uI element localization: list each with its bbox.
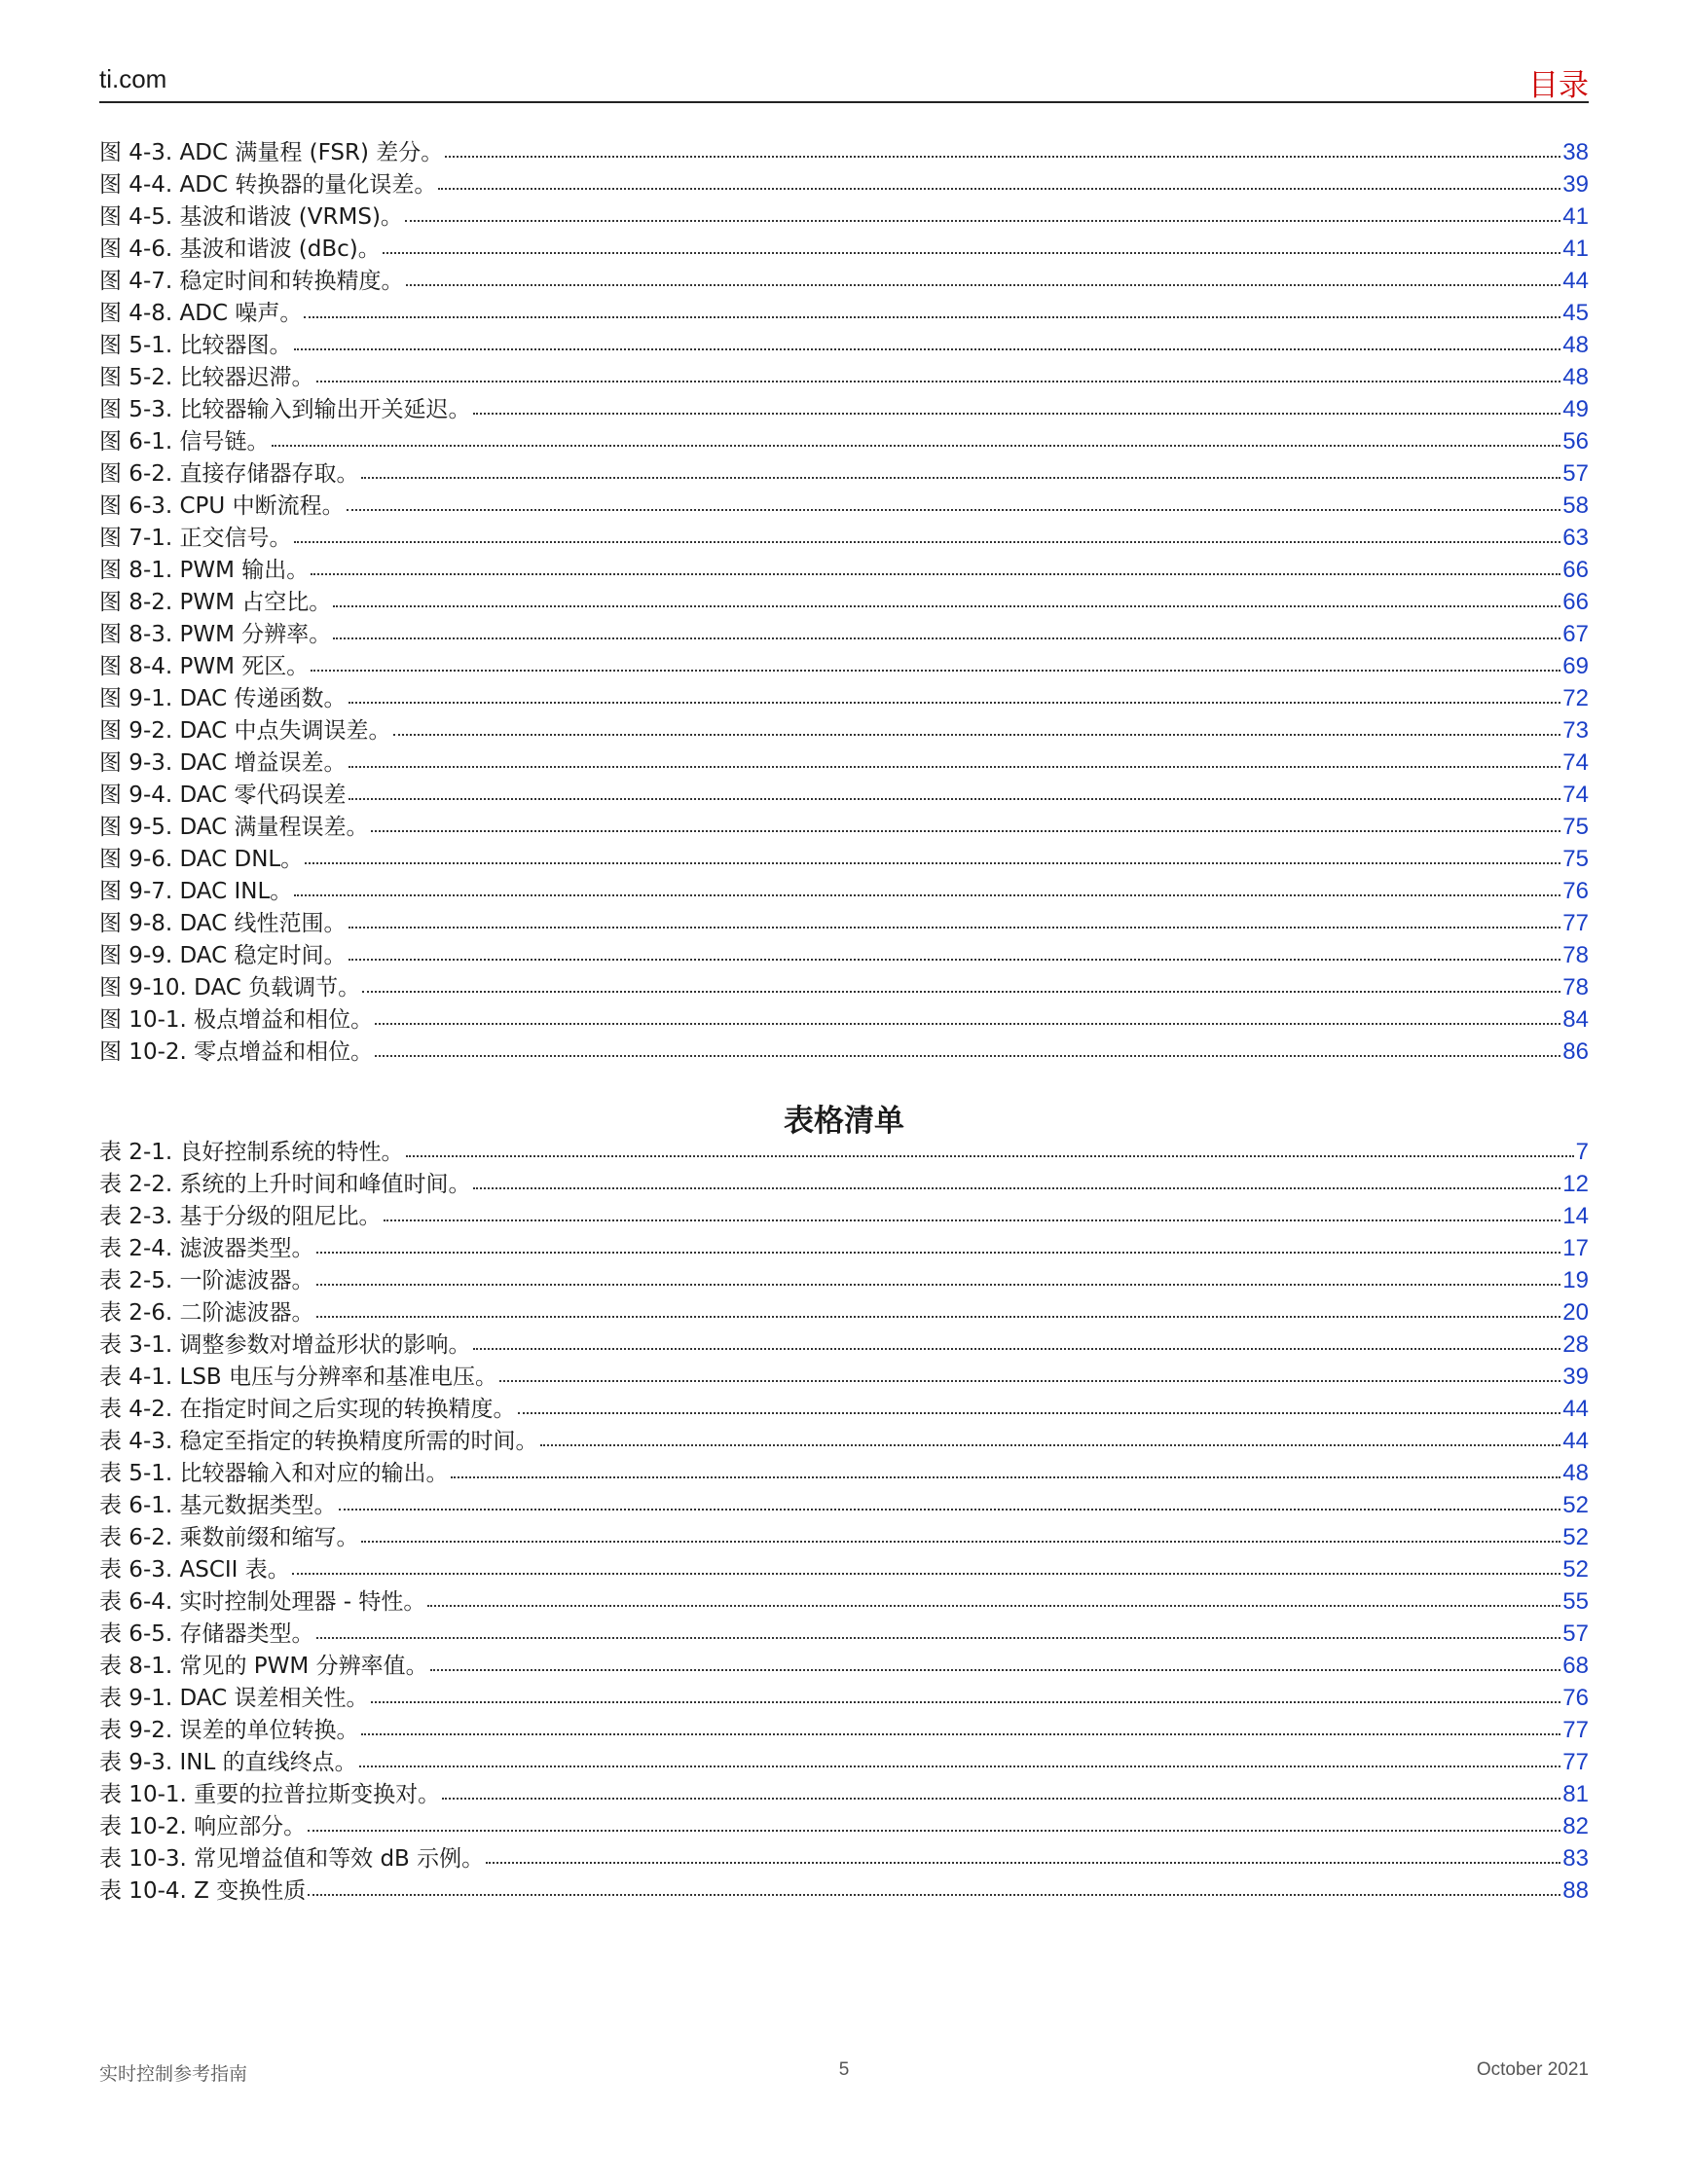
table-entry-page-link[interactable]: 76 xyxy=(1562,1685,1589,1711)
dot-leader xyxy=(349,765,1561,768)
dot-leader xyxy=(333,604,1560,607)
table-entry[interactable] xyxy=(99,1682,1589,1714)
figure-entry[interactable] xyxy=(99,457,1589,490)
table-entry-label[interactable]: 表 6-3. ASCII 表。 xyxy=(99,1557,290,1583)
figure-entry-page-link[interactable]: 84 xyxy=(1562,1006,1589,1033)
table-entry-label[interactable]: 表 8-1. 常见的 PWM 分辨率值。 xyxy=(99,1654,428,1679)
dot-leader xyxy=(473,1347,1561,1350)
figure-entry-label[interactable]: 图 6-3. CPU 中断流程。 xyxy=(99,493,345,519)
dot-leader xyxy=(349,926,1561,928)
figure-entry-page-link[interactable]: 39 xyxy=(1562,171,1589,198)
table-entry-label[interactable]: 表 6-1. 基元数据类型。 xyxy=(99,1493,337,1518)
dot-leader xyxy=(361,1732,1561,1735)
table-entry-label[interactable]: 表 9-3. INL 的直线终点。 xyxy=(99,1750,357,1775)
figure-entry[interactable] xyxy=(99,265,1589,297)
figure-entry-label[interactable]: 图 9-8. DAC 线性范围。 xyxy=(99,911,347,936)
figure-entry-label[interactable]: 图 4-3. ADC 满量程 (FSR) 差分。 xyxy=(99,140,444,165)
table-entry-page-link[interactable]: 20 xyxy=(1562,1299,1589,1326)
table-entry-label[interactable]: 表 2-6. 二阶滤波器。 xyxy=(99,1300,314,1326)
dot-leader xyxy=(384,1219,1561,1221)
figure-entry-label[interactable]: 图 5-1. 比较器图。 xyxy=(99,333,292,358)
dot-leader xyxy=(438,187,1560,190)
table-entry-label[interactable]: 表 6-5. 存储器类型。 xyxy=(99,1621,314,1647)
dot-leader xyxy=(486,1861,1560,1864)
table-entry-page-link[interactable]: 77 xyxy=(1562,1749,1589,1775)
table-entry-label[interactable]: 表 9-2. 误差的单位转换。 xyxy=(99,1718,359,1743)
figure-entry-page-link[interactable]: 66 xyxy=(1562,589,1589,615)
figure-entry-page-link[interactable]: 77 xyxy=(1562,910,1589,936)
dot-leader xyxy=(311,572,1560,575)
figure-entry[interactable] xyxy=(99,907,1589,939)
table-entry-label[interactable]: 表 10-1. 重要的拉普拉斯变换对。 xyxy=(99,1782,441,1807)
figure-entry-label[interactable]: 图 6-2. 直接存储器存取。 xyxy=(99,461,359,487)
table-entry-page-link[interactable]: 44 xyxy=(1562,1396,1589,1422)
dot-leader xyxy=(518,1411,1561,1414)
figure-entry-label[interactable]: 图 9-9. DAC 稳定时间。 xyxy=(99,943,347,968)
figures-list xyxy=(99,136,1589,1068)
figure-entry-page-link[interactable]: 74 xyxy=(1562,782,1589,808)
table-entry[interactable] xyxy=(99,1650,1589,1682)
figure-entry-page-link[interactable]: 63 xyxy=(1562,525,1589,551)
figure-entry-page-link[interactable]: 41 xyxy=(1562,236,1589,262)
table-entry-label[interactable]: 表 2-2. 系统的上升时间和峰值时间。 xyxy=(99,1172,471,1197)
dot-leader xyxy=(442,1797,1560,1800)
dot-leader xyxy=(406,1154,1574,1157)
figure-entry-label[interactable]: 图 9-10. DAC 负载调节。 xyxy=(99,975,361,1001)
figure-entry[interactable] xyxy=(99,297,1589,329)
table-entry[interactable] xyxy=(99,1489,1589,1521)
dot-leader xyxy=(362,990,1560,993)
figure-entry-label[interactable]: 图 5-3. 比较器输入到输出开关延迟。 xyxy=(99,397,471,422)
table-entry-page-link[interactable]: 52 xyxy=(1562,1492,1589,1518)
dot-leader xyxy=(349,701,1561,704)
figure-entry[interactable] xyxy=(99,939,1589,971)
tables-list xyxy=(99,1136,1589,1907)
dot-leader xyxy=(375,1022,1560,1025)
table-entry-label[interactable]: 表 9-1. DAC 误差相关性。 xyxy=(99,1686,369,1711)
dot-leader xyxy=(308,1829,1560,1832)
table-entry[interactable] xyxy=(99,1810,1589,1842)
figure-entry[interactable] xyxy=(99,522,1589,554)
dot-leader xyxy=(405,219,1560,222)
figure-entry-page-link[interactable]: 73 xyxy=(1562,717,1589,744)
dot-leader xyxy=(305,861,1560,864)
dot-leader xyxy=(371,1700,1561,1703)
figure-entry-label[interactable]: 图 6-1. 信号链。 xyxy=(99,429,270,455)
figure-entry-label[interactable]: 图 4-6. 基波和谐波 (dBc)。 xyxy=(99,237,381,262)
figure-entry-label[interactable]: 图 8-2. PWM 占空比。 xyxy=(99,590,332,615)
table-entry-label[interactable]: 表 4-3. 稳定至指定的转换精度所需的时间。 xyxy=(99,1429,538,1454)
dot-leader xyxy=(294,540,1561,543)
table-entry-page-link[interactable]: 48 xyxy=(1562,1460,1589,1486)
figure-entry-label[interactable]: 图 10-2. 零点增益和相位。 xyxy=(99,1039,374,1065)
figure-entry[interactable] xyxy=(99,618,1589,650)
figure-entry-page-link[interactable]: 48 xyxy=(1562,332,1589,358)
dot-leader xyxy=(339,1508,1561,1511)
table-entry-label[interactable]: 表 2-5. 一阶滤波器。 xyxy=(99,1268,314,1293)
table-entry[interactable] xyxy=(99,1200,1589,1232)
table-entry-page-link[interactable]: 52 xyxy=(1562,1556,1589,1583)
figure-entry-label[interactable]: 图 9-7. DAC INL。 xyxy=(99,879,293,904)
table-entry-page-link[interactable]: 14 xyxy=(1562,1203,1589,1229)
dot-leader xyxy=(499,1379,1560,1382)
figure-entry-page-link[interactable]: 74 xyxy=(1562,749,1589,776)
figure-entry[interactable] xyxy=(99,843,1589,875)
figure-entry-label[interactable]: 图 8-3. PWM 分辨率。 xyxy=(99,622,332,647)
table-entry[interactable] xyxy=(99,1875,1589,1907)
table-entry[interactable] xyxy=(99,1232,1589,1264)
figure-entry-page-link[interactable]: 38 xyxy=(1562,139,1589,165)
table-entry-page-link[interactable]: 57 xyxy=(1562,1620,1589,1647)
figure-entry[interactable] xyxy=(99,779,1589,811)
table-entry-page-link[interactable]: 7 xyxy=(1575,1139,1589,1165)
footer-page-number: 5 xyxy=(838,2059,850,2080)
table-entry[interactable] xyxy=(99,1553,1589,1585)
figure-entry-page-link[interactable]: 75 xyxy=(1562,814,1589,840)
figure-entry[interactable] xyxy=(99,682,1589,714)
table-entry[interactable] xyxy=(99,1714,1589,1746)
dot-leader xyxy=(361,476,1561,479)
figure-entry[interactable] xyxy=(99,586,1589,618)
dot-leader xyxy=(349,958,1561,961)
figure-entry-page-link[interactable]: 56 xyxy=(1562,428,1589,455)
figure-entry-page-link[interactable]: 57 xyxy=(1562,460,1589,487)
figure-entry[interactable] xyxy=(99,393,1589,425)
table-entry-label[interactable]: 表 3-1. 调整参数对增益形状的影响。 xyxy=(99,1332,471,1358)
figure-entry-label[interactable]: 图 9-1. DAC 传递函数。 xyxy=(99,686,347,711)
figure-entry[interactable] xyxy=(99,168,1589,200)
dot-leader xyxy=(316,1636,1561,1639)
figure-entry-label[interactable]: 图 9-5. DAC 满量程误差。 xyxy=(99,815,369,840)
table-entry[interactable] xyxy=(99,1746,1589,1778)
dot-leader xyxy=(540,1443,1561,1446)
table-entry-page-link[interactable]: 12 xyxy=(1562,1171,1589,1197)
table-entry-label[interactable]: 表 4-1. LSB 电压与分辨率和基准电压。 xyxy=(99,1365,498,1390)
figure-entry-page-link[interactable]: 66 xyxy=(1562,557,1589,583)
toc-link[interactable]: 目录 xyxy=(1528,68,1589,103)
dot-leader xyxy=(311,669,1560,672)
figure-entry[interactable] xyxy=(99,1036,1589,1068)
table-entry-page-link[interactable]: 55 xyxy=(1562,1588,1589,1615)
figure-entry-page-link[interactable]: 41 xyxy=(1562,203,1589,230)
table-entry-label[interactable]: 表 2-4. 滤波器类型。 xyxy=(99,1236,314,1261)
figure-entry[interactable] xyxy=(99,1003,1589,1036)
figure-entry-page-link[interactable]: 58 xyxy=(1562,492,1589,519)
table-entry-label[interactable]: 表 10-3. 常见增益值和等效 dB 示例。 xyxy=(99,1846,485,1872)
footer-date: October 2021 xyxy=(1476,2059,1589,2080)
dot-leader xyxy=(406,283,1561,286)
dot-leader xyxy=(308,1893,1560,1896)
table-entry-page-link[interactable]: 68 xyxy=(1562,1653,1589,1679)
dot-leader xyxy=(375,1054,1560,1057)
dot-leader xyxy=(361,1540,1561,1543)
figure-entry-page-link[interactable]: 44 xyxy=(1562,268,1589,294)
dot-leader xyxy=(451,1475,1561,1478)
dot-leader xyxy=(292,1572,1561,1575)
figure-entry[interactable] xyxy=(99,490,1589,522)
dot-leader xyxy=(359,1765,1561,1767)
figure-entry[interactable] xyxy=(99,425,1589,457)
table-entry[interactable] xyxy=(99,1264,1589,1296)
table-entry[interactable] xyxy=(99,1168,1589,1200)
table-entry-label[interactable]: 表 10-4. Z 变换性质 xyxy=(99,1878,307,1904)
figure-entry[interactable] xyxy=(99,200,1589,233)
table-entry[interactable] xyxy=(99,1393,1589,1425)
table-entry-label[interactable]: 表 6-4. 实时控制处理器 - 特性。 xyxy=(99,1589,426,1615)
table-entry-page-link[interactable]: 39 xyxy=(1562,1364,1589,1390)
figure-entry-label[interactable]: 图 5-2. 比较器迟滞。 xyxy=(99,365,314,390)
figure-entry-label[interactable]: 图 7-1. 正交信号。 xyxy=(99,526,292,551)
figure-entry-label[interactable]: 图 4-4. ADC 转换器的量化误差。 xyxy=(99,172,437,198)
figure-entry-page-link[interactable]: 72 xyxy=(1562,685,1589,711)
dot-leader xyxy=(383,251,1561,254)
figure-entry-page-link[interactable]: 76 xyxy=(1562,878,1589,904)
table-entry-page-link[interactable]: 82 xyxy=(1562,1813,1589,1839)
figure-entry-page-link[interactable]: 48 xyxy=(1562,364,1589,390)
figure-entry-label[interactable]: 图 9-2. DAC 中点失调误差。 xyxy=(99,718,391,744)
table-entry[interactable] xyxy=(99,1521,1589,1553)
figure-entry-label[interactable]: 图 9-6. DAC DNL。 xyxy=(99,847,304,872)
table-entry[interactable] xyxy=(99,1618,1589,1650)
table-entry[interactable] xyxy=(99,1457,1589,1489)
table-entry-page-link[interactable]: 83 xyxy=(1562,1845,1589,1872)
figure-entry-label[interactable]: 图 8-1. PWM 输出。 xyxy=(99,558,310,583)
dot-leader xyxy=(316,1251,1561,1254)
figure-entry-page-link[interactable]: 69 xyxy=(1562,653,1589,679)
dot-leader xyxy=(304,315,1560,318)
dot-leader xyxy=(316,1315,1561,1318)
figure-entry[interactable] xyxy=(99,136,1589,168)
figure-entry-label[interactable]: 图 4-7. 稳定时间和转换精度。 xyxy=(99,269,404,294)
figure-entry[interactable] xyxy=(99,746,1589,779)
figure-entry[interactable] xyxy=(99,329,1589,361)
table-entry-page-link[interactable]: 44 xyxy=(1562,1428,1589,1454)
figure-entry-label[interactable]: 图 9-3. DAC 增益误差。 xyxy=(99,750,347,776)
figure-entry-label[interactable]: 图 9-4. DAC 零代码误差 xyxy=(99,783,347,808)
figure-entry-page-link[interactable]: 45 xyxy=(1562,300,1589,326)
figure-entry[interactable] xyxy=(99,554,1589,586)
figure-entry[interactable] xyxy=(99,875,1589,907)
figure-entry-page-link[interactable]: 78 xyxy=(1562,974,1589,1001)
figure-entry-page-link[interactable]: 67 xyxy=(1562,621,1589,647)
figure-entry-label[interactable]: 图 4-5. 基波和谐波 (VRMS)。 xyxy=(99,204,403,230)
dot-leader xyxy=(473,412,1561,415)
figure-entry-page-link[interactable]: 75 xyxy=(1562,846,1589,872)
figure-entry[interactable] xyxy=(99,811,1589,843)
figure-entry-label[interactable]: 图 10-1. 极点增益和相位。 xyxy=(99,1007,374,1033)
dot-leader xyxy=(349,797,1561,800)
dot-leader xyxy=(333,637,1560,639)
table-entry[interactable] xyxy=(99,1842,1589,1875)
figure-entry[interactable] xyxy=(99,650,1589,682)
figure-entry-page-link[interactable]: 86 xyxy=(1562,1038,1589,1065)
table-entry[interactable] xyxy=(99,1329,1589,1361)
dot-leader xyxy=(272,444,1561,447)
table-entry-label[interactable]: 表 4-2. 在指定时间之后实现的转换精度。 xyxy=(99,1397,516,1422)
dot-leader xyxy=(430,1668,1561,1671)
figure-entry[interactable] xyxy=(99,971,1589,1003)
table-entry[interactable] xyxy=(99,1425,1589,1457)
dot-leader xyxy=(294,893,1560,896)
dot-leader xyxy=(371,829,1561,832)
dot-leader xyxy=(427,1604,1560,1607)
site-name[interactable]: ti.com xyxy=(99,64,167,93)
figure-entry[interactable] xyxy=(99,233,1589,265)
figure-entry-label[interactable]: 图 8-4. PWM 死区。 xyxy=(99,654,310,679)
table-entry-label[interactable]: 表 2-3. 基于分级的阻尼比。 xyxy=(99,1204,382,1229)
page-header xyxy=(99,58,1589,103)
table-entry-page-link[interactable]: 81 xyxy=(1562,1781,1589,1807)
table-entry[interactable] xyxy=(99,1585,1589,1618)
table-entry[interactable] xyxy=(99,1778,1589,1810)
figure-entry[interactable] xyxy=(99,714,1589,746)
table-entry-page-link[interactable]: 52 xyxy=(1562,1524,1589,1550)
figure-entry[interactable] xyxy=(99,361,1589,393)
table-entry-label[interactable]: 表 2-1. 良好控制系统的特性。 xyxy=(99,1140,404,1165)
dot-leader xyxy=(316,380,1561,382)
table-entry-label[interactable]: 表 5-1. 比较器输入和对应的输出。 xyxy=(99,1461,449,1486)
table-entry-label[interactable]: 表 6-2. 乘数前缀和缩写。 xyxy=(99,1525,359,1550)
figure-entry-page-link[interactable]: 49 xyxy=(1562,396,1589,422)
dot-leader xyxy=(393,733,1561,736)
dot-leader xyxy=(347,508,1561,511)
dot-leader xyxy=(294,347,1561,350)
dot-leader xyxy=(445,155,1560,158)
table-entry-page-link[interactable]: 17 xyxy=(1562,1235,1589,1261)
table-entry-page-link[interactable]: 77 xyxy=(1562,1717,1589,1743)
figure-entry-page-link[interactable]: 78 xyxy=(1562,942,1589,968)
page-footer xyxy=(99,2059,1589,2089)
dot-leader xyxy=(316,1283,1561,1286)
table-entry-page-link[interactable]: 19 xyxy=(1562,1267,1589,1293)
table-entry-page-link[interactable]: 28 xyxy=(1562,1331,1589,1358)
tables-heading: 表格清单 xyxy=(784,1104,904,1139)
figure-entry-label[interactable]: 图 4-8. ADC 噪声。 xyxy=(99,301,303,326)
table-entry-label[interactable]: 表 10-2. 响应部分。 xyxy=(99,1814,307,1839)
table-entry[interactable] xyxy=(99,1296,1589,1329)
table-entry[interactable] xyxy=(99,1136,1589,1168)
dot-leader xyxy=(473,1186,1561,1189)
table-entry-page-link[interactable]: 88 xyxy=(1562,1877,1589,1904)
footer-title: 实时控制参考指南 xyxy=(99,2063,248,2085)
table-entry[interactable] xyxy=(99,1361,1589,1393)
